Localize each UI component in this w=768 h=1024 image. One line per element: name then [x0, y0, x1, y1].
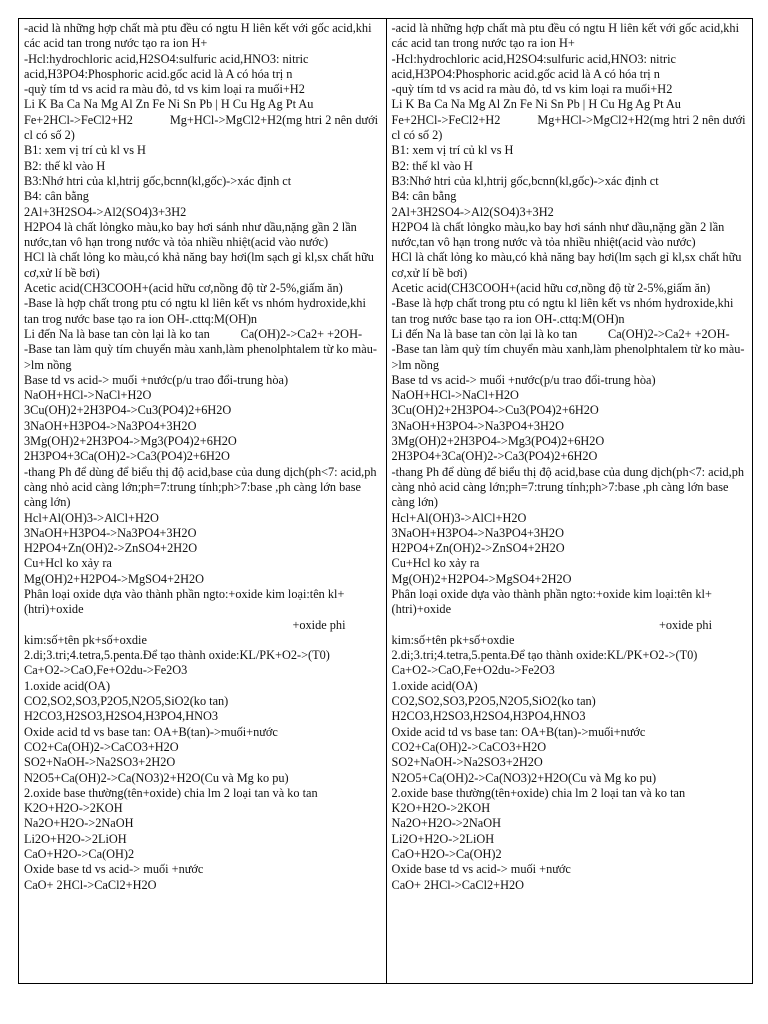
note-line: CO2,SO2,SO3,P2O5,N2O5,SiO2(ko tan): [391, 694, 596, 709]
note-line: 3Cu(OH)2+2H3PO4->Cu3(PO4)2+6H2O: [391, 403, 599, 418]
note-line: B4: cân bằng: [391, 189, 457, 204]
note-line: SO2+NaOH->Na2SO3+2H2O: [391, 755, 543, 770]
note-line: N2O5+Ca(OH)2->Ca(NO3)2+H2O(Cu và Mg ko pu): [24, 770, 289, 785]
note-line: 3NaOH+H3PO4->Na3PO4+3H2O: [24, 525, 197, 540]
note-line: Mg(OH)2+H2PO4->MgSO4+2H2O: [391, 571, 572, 586]
note-line: CaO+H2O->Ca(OH)2: [391, 847, 502, 862]
note-line: Fe+2HCl->FeCl2+H2 Mg+HCl->MgCl2+H2(mg htri 2 nên dưới cl có số 2): [391, 112, 749, 143]
notes-table: [18, 18, 753, 984]
note-line: Li K Ba Ca Na Mg Al Zn Fe Ni Sn Pb | H Cu Hg Ag Pt Au: [391, 97, 681, 112]
note-line: kim:số+tên pk+số+oxdie: [391, 632, 515, 647]
note-line: 3NaOH+H3PO4->Na3PO4+3H2O: [391, 525, 564, 540]
note-line: Hcl+Al(OH)3->AlCl+H2O: [391, 510, 527, 525]
note-line: -Hcl:hydrochloric acid,H2SO4:sulfuric acid,HNO3: nitric acid,H3PO4:Phosphoric acid.gốc acid là A có hóa trị n: [391, 51, 680, 81]
note-line: -Hcl:hydrochloric acid,H2SO4:sulfuric acid,HNO3: nitric acid,H3PO4:Phosphoric acid.gốc acid là A có hóa trị n: [24, 51, 312, 81]
note-line: 3Mg(OH)2+2H3PO4->Mg3(PO4)2+6H2O: [391, 434, 605, 449]
note-line: B3:Nhớ htri của kl,htrij gốc,bcnn(kl,gốc)->xác định ct: [391, 173, 659, 188]
note-line: B2: thế kl vào H: [24, 158, 106, 173]
note-line: HCl là chất lỏng ko màu,có khả năng bay hơi(lm sạch gỉ kl,sx chất hữu cơ,xử lí bề bơi): [391, 250, 745, 280]
note-line: 2Al+3H2SO4->Al2(SO4)3+3H2: [391, 204, 554, 219]
note-line: SO2+NaOH->Na2SO3+2H2O: [24, 755, 176, 770]
note-line: -quỳ tím td vs acid ra màu đỏ, td vs kim loại ra muối+H2: [24, 82, 305, 97]
note-line: Mg(OH)2+H2PO4->MgSO4+2H2O: [24, 571, 204, 586]
note-line: Oxide base td vs acid-> muối +nước: [391, 862, 571, 877]
note-line: Hcl+Al(OH)3->AlCl+H2O: [24, 510, 159, 525]
note-line: H2CO3,H2SO3,H2SO4,H3PO4,HNO3: [391, 709, 586, 724]
note-line: 3Mg(OH)2+2H3PO4->Mg3(PO4)2+6H2O: [24, 434, 237, 449]
note-line: Li2O+H2O->2LiOH: [24, 831, 127, 846]
note-line: N2O5+Ca(OH)2->Ca(NO3)2+H2O(Cu và Mg ko pu): [391, 770, 657, 785]
note-line: Li2O+H2O->2LiOH: [391, 831, 495, 846]
right-column: [386, 19, 753, 983]
note-line: Base td vs acid-> muối +nước(p/u trao đổi-trung hòa): [24, 372, 289, 387]
note-line: Li đến Na là base tan còn lại là ko tan Ca(OH)2->Ca2+ +2OH-: [391, 326, 730, 341]
note-line: B2: thế kl vào H: [391, 158, 473, 173]
note-line: -acid là những hợp chất mà ptu đều có ngtu H liên kết với gốc acid,khi các acid tan trong nước tạo ra ion H+: [24, 21, 375, 51]
note-line: Oxide acid td vs base tan: OA+B(tan)->muối+nước: [391, 724, 646, 739]
note-line: 2H3PO4+3Ca(OH)2->Ca3(PO4)2+6H2O: [24, 449, 230, 464]
note-line: Cu+Hcl ko xảy ra: [391, 556, 480, 571]
note-line: Ca+O2->CaO,Fe+O2du->Fe2O3: [24, 663, 188, 678]
note-line: 3NaOH+H3PO4->Na3PO4+3H2O: [391, 418, 564, 433]
note-line: H2PO4+Zn(OH)2->ZnSO4+2H2O: [24, 541, 198, 556]
note-line: Base td vs acid-> muối +nước(p/u trao đổi-trung hòa): [391, 372, 656, 387]
note-line: CO2,SO2,SO3,P2O5,N2O5,SiO2(ko tan): [24, 694, 229, 709]
note-line: -Base tan làm quỳ tím chuyển màu xanh,làm phenolphtalem từ ko màu->lm nồng: [391, 342, 745, 372]
note-line: Li K Ba Ca Na Mg Al Zn Fe Ni Sn Pb | H Cu Hg Ag Pt Au: [24, 97, 314, 112]
note-line: CaO+H2O->Ca(OH)2: [24, 847, 135, 862]
note-line: B1: xem vị trí củ kl vs H: [24, 143, 146, 158]
note-line: Na2O+H2O->2NaOH: [391, 816, 501, 831]
note-line: 2.oxide base thường(tên+oxide) chia lm 2 loại tan và ko tan: [24, 785, 318, 800]
note-line: +oxide phi: [292, 617, 346, 632]
note-line: CaO+ 2HCl->CaCl2+H2O: [391, 877, 524, 892]
note-line: Ca+O2->CaO,Fe+O2du->Fe2O3: [391, 663, 555, 678]
note-line: CO2+Ca(OH)2->CaCO3+H2O: [24, 739, 179, 754]
note-line: H2PO4 là chất lỏngko màu,ko bay hơi sánh như dầu,nặng gần 2 lần nước,tan vô hạn trong nước và tỏa nhiều nhiệt(acid vào nước): [391, 219, 728, 250]
note-line: Acetic acid(CH3COOH+(acid hữu cơ,nồng độ từ 2-5%,giấm ăn): [24, 281, 343, 296]
note-line: NaOH+HCl->NaCl+H2O: [24, 388, 152, 403]
note-line: Oxide acid td vs base tan: OA+B(tan)->muối+nước: [24, 724, 278, 739]
note-line: CaO+ 2HCl->CaCl2+H2O: [24, 877, 157, 892]
note-line: B1: xem vị trí củ kl vs H: [391, 143, 514, 158]
note-line: -Base tan làm quỳ tím chuyển màu xanh,làm phenolphtalem từ ko màu->lm nồng: [24, 342, 377, 372]
note-line: H2CO3,H2SO3,H2SO4,H3PO4,HNO3: [24, 709, 219, 724]
note-line: -thang Ph để dùng để biểu thị độ acid,base của dung dịch(ph<7: acid,ph càng nhỏ acid càng lớn;ph=7:trung tính;ph>7:base ,ph càng lớn base càng lớn): [391, 464, 748, 510]
note-line: K2O+H2O->2KOH: [391, 801, 491, 816]
note-line: 2.di;3.tri;4.tetra,5.penta.Để tạo thành oxide:KL/PK+O2->(T0): [24, 648, 330, 663]
note-line: 3Cu(OH)2+2H3PO4->Cu3(PO4)2+6H2O: [24, 403, 232, 418]
note-line: K2O+H2O->2KOH: [24, 801, 123, 816]
note-line: Na2O+H2O->2NaOH: [24, 816, 134, 831]
note-line: Acetic acid(CH3COOH+(acid hữu cơ,nồng độ từ 2-5%,giấm ăn): [391, 281, 711, 296]
note-line: Oxide base td vs acid-> muối +nước: [24, 862, 204, 877]
note-line: kim:số+tên pk+số+oxdie: [24, 632, 147, 647]
note-line: Phân loại oxide dựa vào thành phần ngto:+oxide kim loại:tên kl+(htri)+oxide: [391, 586, 712, 617]
note-line: 1.oxide acid(OA): [24, 678, 111, 693]
note-line: B3:Nhớ htri của kl,htrij gốc,bcnn(kl,gốc)->xác định ct: [24, 173, 292, 188]
note-line: -Base là hợp chất trong ptu có ngtu kl liên kết vs nhóm hydroxide,khi tan trog nước base tạo ra ion OH-.cttq:M(OH)n: [24, 296, 369, 326]
note-line: -Base là hợp chất trong ptu có ngtu kl liên kết vs nhóm hydroxide,khi tan trog nước base tạo ra ion OH-.cttq:M(OH)n: [391, 296, 737, 326]
note-line: CO2+Ca(OH)2->CaCO3+H2O: [391, 739, 547, 754]
note-line: Cu+Hcl ko xảy ra: [24, 556, 112, 571]
note-line: 3NaOH+H3PO4->Na3PO4+3H2O: [24, 418, 197, 433]
note-line: B4: cân bằng: [24, 189, 89, 204]
note-line: H2PO4 là chất lỏngko màu,ko bay hơi sánh như dầu,nặng gần 2 lần nước,tan vô hạn trong nước và tỏa nhiều nhiệt(acid vào nước): [24, 219, 360, 250]
note-line: -acid là những hợp chất mà ptu đều có ngtu H liên kết với gốc acid,khi các acid tan trong nước tạo ra ion H+: [391, 21, 743, 51]
note-line: +oxide phi: [658, 617, 712, 632]
note-line: 1.oxide acid(OA): [391, 678, 478, 693]
note-line: Phân loại oxide dựa vào thành phần ngto:+oxide kim loại:tên kl+(htri)+oxide: [24, 586, 345, 617]
note-line: 2.oxide base thường(tên+oxide) chia lm 2 loại tan và ko tan: [391, 785, 686, 800]
note-line: NaOH+HCl->NaCl+H2O: [391, 388, 519, 403]
note-line: HCl là chất lỏng ko màu,có khả năng bay hơi(lm sạch gỉ kl,sx chất hữu cơ,xử lí bề bơi): [24, 250, 377, 280]
note-line: -quỳ tím td vs acid ra màu đỏ, td vs kim loại ra muối+H2: [391, 82, 673, 97]
note-line: H2PO4+Zn(OH)2->ZnSO4+2H2O: [391, 541, 565, 556]
note-line: -thang Ph để dùng để biểu thị độ acid,base của dung dịch(ph<7: acid,ph càng nhỏ acid càng lớn;ph=7:trung tính;ph>7:base ,ph càng lớn base càng lớn): [24, 464, 380, 510]
note-line: 2.di;3.tri;4.tetra,5.penta.Để tạo thành oxide:KL/PK+O2->(T0): [391, 648, 698, 663]
note-line: 2H3PO4+3Ca(OH)2->Ca3(PO4)2+6H2O: [391, 449, 598, 464]
note-line: Fe+2HCl->FeCl2+H2 Mg+HCl->MgCl2+H2(mg htri 2 nên dưới cl có số 2): [24, 112, 382, 143]
note-line: Li đến Na là base tan còn lại là ko tan Ca(OH)2->Ca2+ +2OH-: [24, 326, 363, 341]
left-column: [19, 19, 386, 983]
note-line: 2Al+3H2SO4->Al2(SO4)3+3H2: [24, 204, 187, 219]
